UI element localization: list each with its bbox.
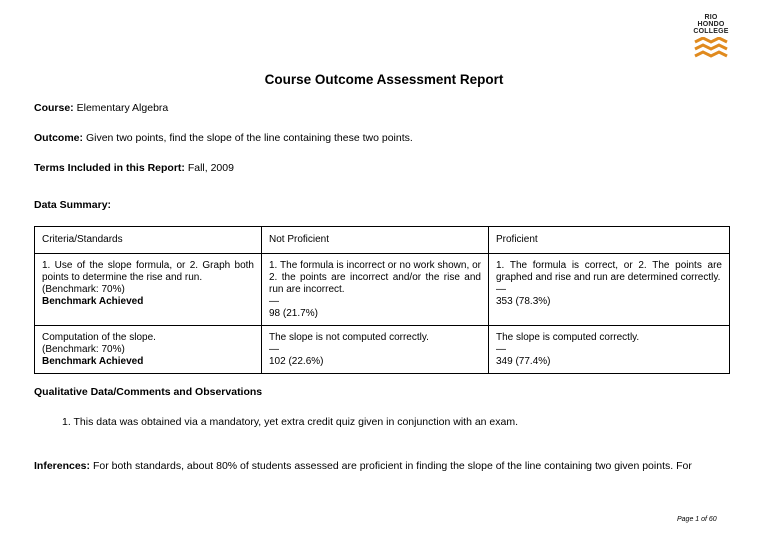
terms-label: Terms Included in this Report: bbox=[34, 162, 185, 174]
terms-line bbox=[34, 162, 234, 174]
data-summary-heading: Data Summary: bbox=[34, 199, 112, 211]
report-title: Course Outcome Assessment Report bbox=[264, 72, 504, 87]
criteria-text: 1. Use of the slope formula, or 2. Graph both points to determine the rise and run. bbox=[42, 260, 254, 283]
table-row bbox=[35, 254, 730, 326]
criteria-text: Computation of the slope. bbox=[42, 332, 156, 343]
criteria-cell bbox=[35, 254, 262, 326]
proficient-count: 349 (77.4%) bbox=[496, 356, 551, 367]
college-logo bbox=[693, 14, 729, 61]
qualitative-heading: Qualitative Data/Comments and Observations bbox=[34, 386, 263, 398]
course-label: Course: bbox=[34, 102, 74, 114]
inferences-line bbox=[34, 460, 692, 472]
dash: — bbox=[496, 284, 506, 295]
header-criteria: Criteria/Standards bbox=[35, 227, 262, 254]
outcome-label: Outcome: bbox=[34, 132, 84, 144]
inferences-value: For both standards, about 80% of students assessed are proficient in finding the slope of the line containing two given points. For bbox=[92, 460, 692, 472]
benchmark-text: (Benchmark: 70%) bbox=[42, 344, 125, 355]
status-text: Benchmark Achieved bbox=[42, 356, 144, 367]
dash: — bbox=[269, 344, 279, 355]
proficient-text: 1. The formula is correct, or 2. The points are graphed and rise and run are determined correctly. bbox=[496, 260, 722, 283]
not-proficient-text: 1. The formula is incorrect or no work shown, or 2. the points are incorrect and/or the rise and run are incorrect. bbox=[269, 260, 481, 295]
terms-value: Fall, 2009 bbox=[187, 162, 234, 174]
table-row bbox=[35, 326, 730, 374]
status-text: Benchmark Achieved bbox=[42, 296, 144, 307]
criteria-cell bbox=[35, 326, 262, 374]
assessment-table bbox=[34, 226, 730, 374]
dash: — bbox=[496, 344, 506, 355]
proficient-count: 353 (78.3%) bbox=[496, 296, 551, 307]
course-value: Elementary Algebra bbox=[76, 102, 169, 114]
logo-line-2: HONDO bbox=[697, 21, 725, 28]
table-header-row bbox=[35, 227, 730, 254]
inferences-label: Inferences: bbox=[34, 460, 91, 472]
outcome-value: Given two points, find the slope of the line containing these two points. bbox=[85, 132, 413, 144]
qualitative-note: 1. This data was obtained via a mandatory, yet extra credit quiz given in conjunction with an exam. bbox=[62, 416, 519, 428]
not-proficient-cell bbox=[262, 254, 489, 326]
header-proficient: Proficient bbox=[489, 227, 730, 254]
proficient-cell bbox=[489, 326, 730, 374]
outcome-line bbox=[34, 132, 413, 144]
logo-line-3: COLLEGE bbox=[693, 28, 729, 35]
page-indicator: Page 1 of 60 bbox=[677, 516, 717, 523]
not-proficient-count: 98 (21.7%) bbox=[269, 308, 318, 319]
header-not-proficient: Not Proficient bbox=[262, 227, 489, 254]
proficient-text: The slope is computed correctly. bbox=[496, 332, 640, 343]
dash: — bbox=[269, 296, 279, 307]
logo-line-1: RIO bbox=[704, 14, 718, 21]
not-proficient-text: The slope is not computed correctly. bbox=[269, 332, 429, 343]
not-proficient-count: 102 (22.6%) bbox=[269, 356, 324, 367]
benchmark-text: (Benchmark: 70%) bbox=[42, 284, 125, 295]
not-proficient-cell bbox=[262, 326, 489, 374]
logo-waves-icon bbox=[693, 37, 729, 61]
course-line bbox=[34, 102, 168, 114]
proficient-cell bbox=[489, 254, 730, 326]
